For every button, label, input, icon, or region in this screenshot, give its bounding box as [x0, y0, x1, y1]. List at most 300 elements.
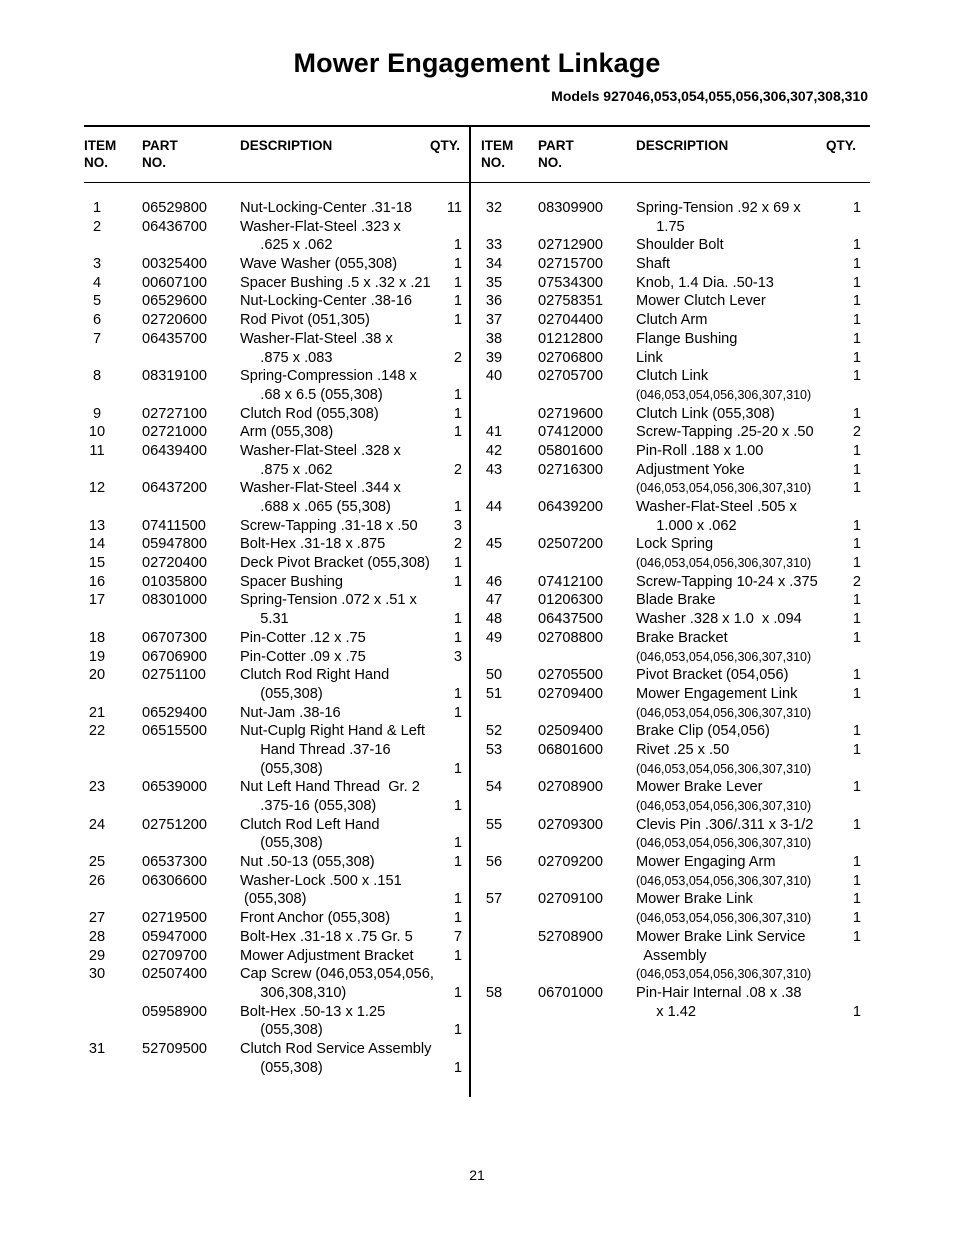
part-number: 06437500: [538, 611, 603, 628]
quantity: 1: [852, 928, 861, 945]
page-number: 21: [469, 1167, 485, 1183]
part-number: 02704400: [538, 312, 603, 329]
table-row: [481, 498, 861, 517]
item-number: 37: [485, 312, 503, 329]
quantity: 1: [453, 798, 462, 814]
description: (046,053,054,056,306,307,310): [636, 761, 812, 776]
description: Nut-Locking-Center .31-18: [240, 200, 412, 216]
table-row: [84, 984, 462, 1003]
table-row: [84, 218, 462, 237]
table-row: [84, 405, 462, 424]
item-number: 15: [88, 555, 106, 572]
description: Mower Brake Link Service: [636, 928, 806, 945]
description: (046,053,054,056,306,307,310): [636, 387, 812, 402]
item-number: 35: [485, 274, 503, 291]
part-number: 02507200: [538, 536, 603, 553]
quantity: 2: [453, 536, 462, 553]
table-row: [84, 330, 462, 349]
part-number: 05947000: [142, 928, 207, 945]
table-row: [84, 834, 462, 853]
table-row: [481, 461, 861, 480]
quantity: 1: [852, 854, 861, 871]
description: Mower Engaging Arm: [636, 854, 776, 871]
part-number: 00325400: [142, 256, 207, 273]
description: (055,308): [240, 760, 323, 777]
table-row: [84, 554, 462, 573]
quantity: 1: [453, 704, 462, 721]
quantity: 1: [453, 386, 462, 403]
description: Nut-Locking-Center .38-16: [240, 293, 412, 310]
part-number: 06306600: [142, 872, 207, 889]
quantity: 1: [453, 499, 462, 515]
item-number: 53: [485, 741, 503, 758]
description: 306,308,310): [240, 984, 347, 1001]
item-number: 34: [485, 256, 503, 273]
quantity: 1: [453, 910, 462, 927]
quantity: 2: [453, 349, 462, 366]
description: Pin-Roll .188 x 1.00: [636, 442, 764, 459]
quantity: 1: [852, 256, 861, 273]
item-number: 48: [485, 611, 503, 628]
table-row: [481, 816, 861, 835]
item-number: 56: [485, 854, 503, 871]
description: Bolt-Hex .31-18 x .75 Gr. 5: [240, 928, 413, 945]
quantity: 2: [852, 424, 861, 441]
quantity: 1: [453, 854, 462, 871]
description: Pivot Bracket (054,056): [636, 667, 789, 684]
part-number: 02509400: [538, 723, 603, 740]
table-row: [481, 218, 861, 237]
description: .875 x .083: [240, 349, 333, 366]
quantity: 1: [852, 723, 861, 740]
description: Mower Brake Link: [636, 891, 753, 908]
description: Flange Bushing: [636, 330, 738, 347]
item-number: 10: [88, 424, 106, 441]
models-subtitle: Models 927046,053,054,055,056,306,307,308,310: [551, 88, 868, 104]
item-number: 47: [485, 592, 503, 609]
item-number: 25: [88, 854, 106, 871]
table-row: [84, 199, 462, 218]
description: Screw-Tapping .25-20 x .50: [636, 424, 814, 441]
table-row: [481, 274, 861, 293]
item-number: 40: [485, 368, 503, 385]
item-number: 5: [92, 293, 102, 310]
part-number: 08319100: [142, 368, 207, 385]
part-number: 06707300: [142, 629, 207, 646]
quantity: 1: [453, 984, 462, 1001]
table-row: [481, 666, 861, 685]
quantity: 1: [852, 611, 861, 628]
quantity: 3: [453, 517, 462, 534]
table-row: [481, 834, 861, 853]
quantity: 1: [852, 293, 861, 310]
part-number: 06706900: [142, 648, 207, 665]
item-number: 36: [485, 293, 503, 310]
table-row: [84, 591, 462, 610]
table-row: [84, 535, 462, 554]
part-number: 01035800: [142, 573, 207, 590]
item-number: 54: [485, 779, 503, 796]
description: Nut-Cuplg Right Hand & Left: [240, 723, 425, 740]
quantity: 1: [453, 237, 462, 254]
header-rule: [84, 182, 870, 183]
description: Nut .50-13 (055,308): [240, 854, 375, 871]
description: Rod Pivot (051,305): [240, 312, 370, 329]
table-row: [84, 722, 462, 741]
table-row: [481, 610, 861, 629]
table-row: [84, 704, 462, 723]
item-number: 43: [485, 461, 503, 478]
description: Screw-Tapping .31-18 x .50: [240, 517, 418, 534]
quantity: 1: [852, 368, 861, 385]
part-number: 02708800: [538, 629, 603, 646]
description: (055,308): [240, 1022, 323, 1039]
quantity: 1: [852, 910, 861, 927]
table-row: [481, 741, 861, 760]
description: Spring-Tension .92 x 69 x: [636, 200, 801, 216]
description: .375-16 (055,308): [240, 798, 377, 814]
description: (055,308): [240, 835, 323, 852]
quantity: 1: [852, 872, 861, 889]
item-number: 30: [88, 966, 106, 983]
part-number: 02758351: [538, 293, 603, 310]
item-number: 17: [88, 592, 106, 609]
quantity: 1: [852, 330, 861, 347]
quantity: 1: [852, 461, 861, 478]
part-number: 02715700: [538, 256, 603, 273]
description: Washer-Flat-Steel .505 x: [636, 499, 797, 515]
item-number: 21: [88, 704, 106, 721]
item-number: 55: [485, 816, 503, 833]
description: (046,053,054,056,306,307,310): [636, 481, 812, 496]
quantity: 2: [453, 461, 462, 478]
table-row: [84, 1059, 462, 1078]
table-row: [84, 1003, 462, 1022]
table-row: [84, 573, 462, 592]
description: Screw-Tapping 10-24 x .375: [636, 573, 818, 590]
description: Brake Clip (054,056): [636, 723, 770, 740]
parts-list-right: [481, 199, 861, 1021]
part-number: 02719500: [142, 910, 207, 927]
table-row: [84, 236, 462, 255]
description: (055,308): [240, 891, 307, 908]
part-number: 06539000: [142, 779, 207, 796]
description: Washer-Flat-Steel .38 x: [240, 330, 393, 347]
item-number: 6: [92, 312, 102, 329]
table-row: [84, 292, 462, 311]
description: Link: [636, 349, 663, 366]
description: (046,053,054,056,306,307,310): [636, 649, 812, 664]
part-number: 02751100: [142, 667, 206, 684]
description: Nut-Jam .38-16: [240, 704, 341, 721]
table-row: [481, 292, 861, 311]
part-number: 02712900: [538, 237, 603, 254]
part-number: 06436700: [142, 218, 207, 235]
quantity: 1: [453, 424, 462, 441]
description: (046,053,054,056,306,307,310): [636, 911, 812, 926]
quantity: 1: [852, 237, 861, 254]
item-number: 7: [92, 330, 102, 347]
item-number: 45: [485, 536, 503, 553]
part-number: 07412100: [538, 573, 603, 590]
table-row: [481, 722, 861, 741]
table-row: [84, 816, 462, 835]
quantity: 1: [852, 592, 861, 609]
part-number: 01206300: [538, 592, 603, 609]
part-number: 02751200: [142, 816, 207, 833]
table-row: [84, 461, 462, 480]
table-row: [481, 349, 861, 368]
quantity: 1: [852, 891, 861, 908]
table-row: [481, 965, 861, 984]
table-row: [481, 685, 861, 704]
item-number: 12: [88, 480, 106, 497]
table-row: [84, 666, 462, 685]
parts-list-left: [84, 199, 462, 1077]
description: Mower Adjustment Bracket: [240, 947, 414, 964]
item-number: 44: [485, 499, 503, 515]
item-number: 57: [485, 891, 503, 908]
table-row: [481, 386, 861, 405]
part-number: 06529400: [142, 704, 207, 721]
item-number: 13: [88, 517, 106, 534]
description: Clutch Rod Left Hand: [240, 816, 380, 833]
table-row: [84, 685, 462, 704]
item-number: 32: [485, 200, 503, 216]
description: Clutch Link: [636, 368, 709, 385]
quantity: 1: [852, 555, 861, 572]
quantity: 3: [453, 648, 462, 665]
part-number: 02727100: [142, 405, 207, 422]
table-row: [84, 760, 462, 779]
item-number: 46: [485, 573, 503, 590]
part-number: 02709200: [538, 854, 603, 871]
description: Deck Pivot Bracket (055,308): [240, 555, 430, 572]
quantity: 1: [852, 480, 861, 497]
table-row: [84, 423, 462, 442]
table-row: [84, 853, 462, 872]
header-item-no-left: ITEM NO.: [84, 138, 117, 170]
table-row: [84, 947, 462, 966]
description: Lock Spring: [636, 536, 714, 553]
part-number: 06439400: [142, 442, 207, 459]
part-number: 52708900: [538, 928, 603, 945]
table-row: [481, 1003, 861, 1022]
quantity: 1: [852, 349, 861, 366]
table-row: [481, 984, 861, 1003]
description: .688 x .065 (55,308): [240, 499, 391, 515]
table-row: [481, 311, 861, 330]
description: Clutch Rod Right Hand: [240, 667, 390, 684]
description: 1.000 x .062: [636, 517, 737, 534]
table-row: [481, 517, 861, 536]
description: (055,308): [240, 685, 323, 702]
table-row: [84, 274, 462, 293]
description: Pin-Hair Internal .08 x .38: [636, 984, 802, 1001]
description: (046,053,054,056,306,307,310): [636, 967, 812, 982]
item-number: 41: [485, 424, 503, 441]
quantity: 2: [852, 573, 861, 590]
item-number: 49: [485, 629, 503, 646]
quantity: 1: [453, 1022, 462, 1039]
part-number: 02705500: [538, 667, 603, 684]
quantity: 1: [453, 274, 462, 291]
header-item-no-right: ITEM NO.: [481, 138, 514, 170]
part-number: 52709500: [142, 1040, 207, 1057]
description: .875 x .062: [240, 461, 333, 478]
part-number: 06801600: [538, 741, 603, 758]
table-row: [481, 872, 861, 891]
description: Rivet .25 x .50: [636, 741, 730, 758]
quantity: 1: [852, 629, 861, 646]
description: Spring-Tension .072 x .51 x: [240, 592, 417, 609]
quantity: 1: [852, 442, 861, 459]
part-number: 02720400: [142, 555, 207, 572]
quantity: 1: [453, 891, 462, 908]
header-qty-right: QTY.: [826, 138, 857, 153]
part-number: 08309900: [538, 200, 603, 216]
part-number: 00607100: [142, 274, 207, 291]
description: Shoulder Bolt: [636, 237, 724, 254]
description: Shaft: [636, 256, 671, 273]
description: Washer .328 x 1.0 x .094: [636, 611, 802, 628]
header-description-left: DESCRIPTION: [240, 138, 333, 153]
quantity: 1: [453, 573, 462, 590]
quantity: 1: [852, 741, 861, 758]
quantity: 1: [453, 555, 462, 572]
table-row: [84, 741, 462, 760]
quantity: 1: [453, 611, 462, 628]
quantity: 1: [453, 293, 462, 310]
part-number: 06437200: [142, 480, 207, 497]
table-row: [481, 367, 861, 386]
item-number: 9: [92, 405, 102, 422]
description: Knob, 1.4 Dia. .50-13: [636, 274, 774, 291]
item-number: 39: [485, 349, 503, 366]
quantity: 1: [852, 816, 861, 833]
description: Front Anchor (055,308): [240, 910, 391, 927]
quantity: 1: [453, 629, 462, 646]
table-row: [84, 349, 462, 368]
quantity: 11: [446, 200, 462, 216]
quantity: 1: [453, 312, 462, 329]
description: Spacer Bushing .5 x .32 x .21: [240, 274, 431, 291]
table-row: [481, 423, 861, 442]
part-number: 02705700: [538, 368, 603, 385]
table-row: [84, 928, 462, 947]
description: Washer-Flat-Steel .344 x: [240, 480, 401, 497]
item-number: 58: [485, 984, 503, 1001]
part-number: 08301000: [142, 592, 207, 609]
top-rule: [84, 125, 870, 127]
quantity: 1: [852, 312, 861, 329]
table-row: [481, 909, 861, 928]
table-row: [481, 704, 861, 723]
table-row: [481, 648, 861, 667]
part-number: 02716300: [538, 461, 603, 478]
description: 1.75: [636, 218, 685, 235]
table-row: [481, 236, 861, 255]
quantity: 1: [453, 685, 462, 702]
description: Brake Bracket: [636, 629, 728, 646]
header-description-right: DESCRIPTION: [636, 138, 729, 153]
quantity: 1: [852, 667, 861, 684]
header-part-no-left: PART NO.: [142, 138, 178, 170]
item-number: 42: [485, 442, 503, 459]
table-row: [481, 760, 861, 779]
part-number: 05958900: [142, 1003, 207, 1020]
description: Washer-Flat-Steel .328 x: [240, 442, 401, 459]
part-number: 02719600: [538, 405, 603, 422]
table-row: [84, 498, 462, 517]
part-number: 05801600: [538, 442, 603, 459]
part-number: 02709300: [538, 816, 603, 833]
item-number: 52: [485, 723, 503, 740]
description: (046,053,054,056,306,307,310): [636, 799, 812, 813]
description: Bolt-Hex .50-13 x 1.25: [240, 1003, 386, 1020]
item-number: 20: [88, 667, 106, 684]
item-number: 16: [88, 573, 106, 590]
table-row: [84, 610, 462, 629]
item-number: 38: [485, 330, 503, 347]
quantity: 1: [453, 1059, 462, 1076]
part-number: 02708900: [538, 779, 603, 796]
item-number: 29: [88, 947, 106, 964]
description: Arm (055,308): [240, 424, 334, 441]
table-row: [481, 255, 861, 274]
table-row: [481, 442, 861, 461]
description: (055,308): [240, 1059, 323, 1076]
part-number: 02507400: [142, 966, 207, 983]
part-number: 06439200: [538, 499, 603, 515]
table-row: [84, 367, 462, 386]
table-row: [481, 853, 861, 872]
part-number: 06529600: [142, 293, 207, 310]
description: 5.31: [240, 611, 289, 628]
table-row: [481, 928, 861, 947]
description: Clutch Rod Service Assembly: [240, 1040, 432, 1057]
description: (046,053,054,056,306,307,310): [636, 705, 812, 720]
description: .625 x .062: [240, 237, 333, 254]
description: Washer-Flat-Steel .323 x: [240, 218, 401, 235]
item-number: 28: [88, 928, 106, 945]
quantity: 1: [852, 1003, 861, 1020]
table-row: [84, 1040, 462, 1059]
part-number: 06701000: [538, 984, 603, 1001]
item-number: 33: [485, 237, 503, 254]
quantity: 1: [852, 536, 861, 553]
table-row: [84, 909, 462, 928]
description: .68 x 6.5 (055,308): [240, 386, 383, 403]
item-number: 51: [485, 685, 503, 702]
header-part-no-right: PART NO.: [538, 138, 574, 170]
description: Clutch Arm: [636, 312, 708, 329]
part-number: 07534300: [538, 274, 603, 291]
table-row: [481, 890, 861, 909]
table-row: [84, 311, 462, 330]
description: Wave Washer (055,308): [240, 256, 398, 273]
table-row: [481, 947, 861, 966]
table-row: [84, 797, 462, 816]
part-number: 06537300: [142, 854, 207, 871]
item-number: 31: [88, 1040, 106, 1057]
description: Clevis Pin .306/.311 x 3-1/2: [636, 816, 814, 833]
table-row: [481, 405, 861, 424]
header-qty-left: QTY.: [430, 138, 461, 153]
part-number: 06435700: [142, 330, 207, 347]
quantity: 1: [852, 274, 861, 291]
description: x 1.42: [636, 1003, 697, 1020]
